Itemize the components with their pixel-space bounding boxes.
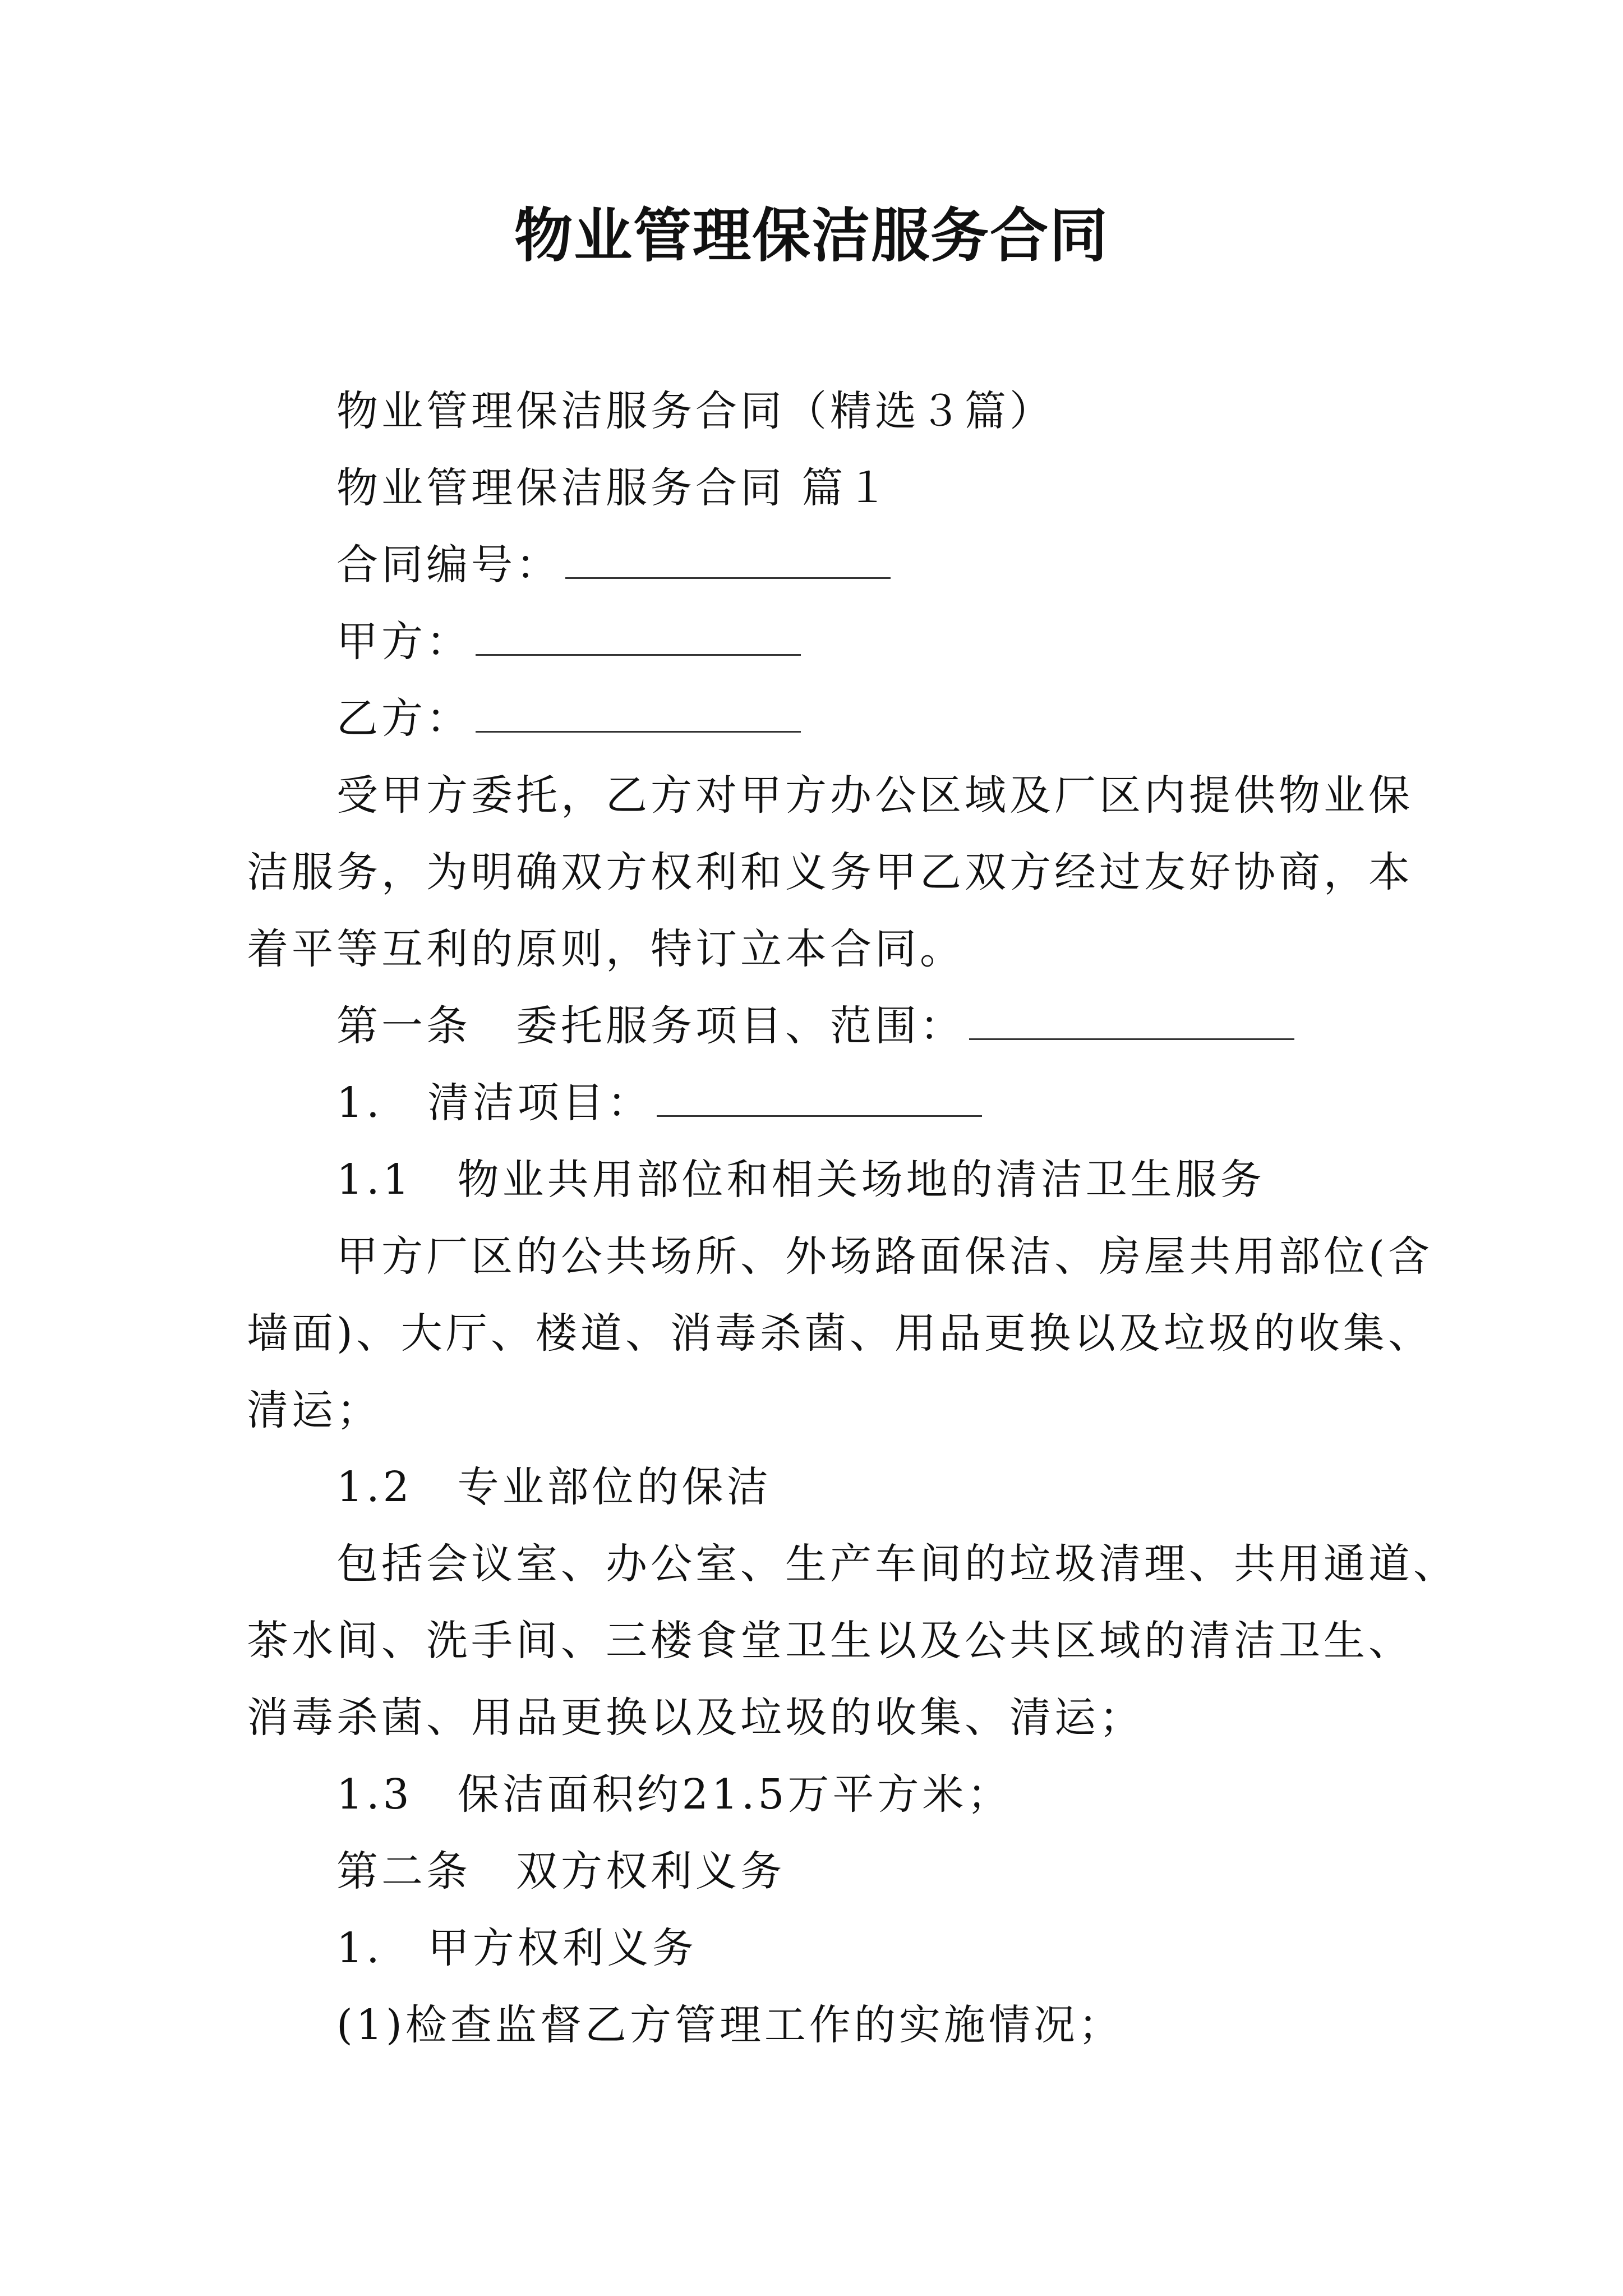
line-text: 甲方： [336, 618, 471, 666]
paragraph-line [247, 1987, 1402, 2064]
paragraph-line [247, 1910, 1402, 1987]
fill-in-blank-line [657, 1084, 982, 1117]
document-body [247, 373, 1458, 2064]
line-text: 合同编号： [336, 541, 561, 589]
paragraph-line [247, 527, 1402, 604]
line-text: 清运； [247, 1386, 381, 1434]
paragraph-line [247, 1526, 1458, 1603]
paragraph-line [247, 1218, 1433, 1295]
line-text: 包括会议室、办公室、生产车间的垃圾清理、共用通道、 [336, 1540, 1458, 1588]
line-text: 着平等互利的原则，特订立本合同。 [247, 925, 965, 973]
line-text: 1.1 物业共用部位和相关场地的清洁卫生服务 [336, 1156, 1265, 1204]
line-text: 甲方厂区的公共场所、外场路面保洁、房屋共用部位(含 [336, 1232, 1433, 1281]
fill-in-blank-line [565, 546, 891, 579]
line-text: 消毒杀菌、用品更换以及垃圾的收集、清运； [247, 1694, 1144, 1742]
line-text: 受甲方委托，乙方对甲方办公区域及厂区内提供物业保 [336, 771, 1413, 820]
paragraph-line [247, 834, 1413, 911]
paragraph-line [247, 450, 1402, 527]
line-text: (1)检查监督乙方管理工作的实施情况； [336, 2001, 1123, 2049]
paragraph-line [247, 1833, 1402, 1910]
line-text: 1. 清洁项目： [336, 1079, 652, 1127]
line-text: 物业管理保洁服务合同 篇１ [336, 464, 892, 512]
line-text: 第二条 双方权利义务 [336, 1847, 785, 1895]
line-text: 墙面)、大厅、楼道、消毒杀菌、用品更换以及垃圾的收集、 [247, 1309, 1433, 1358]
paragraph-line [247, 1065, 1402, 1142]
line-text: 第一条 委托服务项目、范围： [336, 1002, 965, 1050]
paragraph-line [247, 1603, 1413, 1680]
paragraph-line [247, 604, 1402, 680]
fill-in-blank-line [969, 1007, 1294, 1040]
line-text: 1.2 专业部位的保洁 [336, 1463, 772, 1511]
paragraph-line [247, 373, 1402, 450]
line-text: 乙方： [336, 694, 471, 743]
line-text: 茶水间、洗手间、三楼食堂卫生以及公共区域的清洁卫生、 [247, 1617, 1413, 1665]
paragraph-line [247, 1756, 1402, 1833]
paragraph-line [247, 1680, 1402, 1756]
fill-in-blank-line [476, 700, 801, 733]
line-text: 洁服务，为明确双方权利和义务甲乙双方经过友好协商，本 [247, 848, 1413, 896]
paragraph-line [247, 680, 1402, 757]
line-text: 1. 甲方权利义务 [336, 1924, 697, 1972]
document-title: 物业管理保洁服务合同 [514, 201, 1109, 270]
paragraph-line [247, 757, 1413, 834]
paragraph-line [247, 988, 1402, 1065]
paragraph-line [247, 1142, 1402, 1218]
fill-in-blank-line [476, 623, 801, 656]
paragraph-line [247, 1295, 1433, 1372]
line-text: 物业管理保洁服务合同（精选３篇） [336, 387, 1054, 435]
paragraph-line [247, 1449, 1402, 1526]
paragraph-line [247, 911, 1402, 988]
paragraph-line [247, 1372, 1402, 1449]
line-text: 1.3 保洁面积约21.5万平方米； [336, 1770, 1012, 1819]
